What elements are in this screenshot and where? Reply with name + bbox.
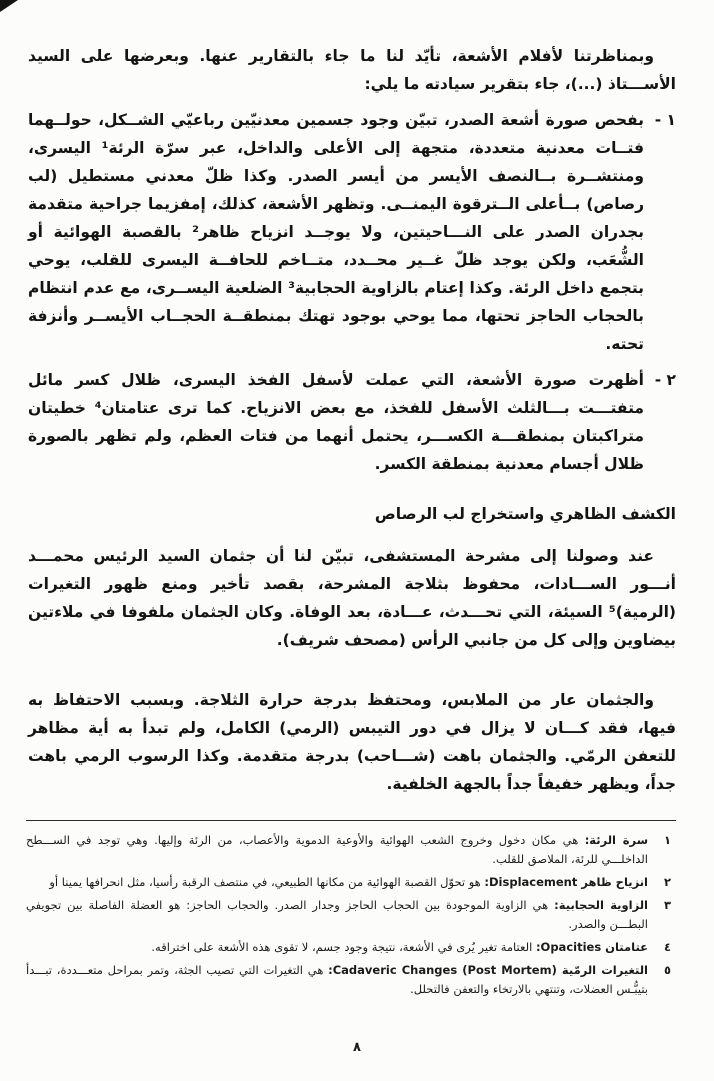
scan-corner-artifact [0,0,18,12]
section-heading: الكشف الظاهري واستخراج لب الرصاص [374,505,676,523]
footnote-5-term: التغيرات الرمّية Cadaveric Changes (Post Mortem): [328,963,648,977]
footnote-1 [26,831,676,869]
footnote-3-text: هي الزاوية الموجودة بين الحجاب الحاجز وجدار الصدر. والحجاب الحاجز: هو العضلة الفاصلة بين تجويفي البطـــن والصدر. [26,898,648,931]
footnote-2-term: انزياح ظاهر Displacement: [484,875,648,889]
paragraph-body-condition: والجثمان عار من الملابس، ومحتفظ بدرجة حرارة الثلاجة. وبسبب الاحتفاظ به فيها، فقد كـــان لا يزال في دور التيبس (الرمي) الكامل، ولم تبدأ به أية مظاهر للتعفن الرمّي. والجثمان باهت (شـــاحب) بدرجة متقدمة. وكذا الرسوب الرمي باهت جداً، ويظهر خفيفاً جداً بالجهة الخلفية. [28,691,676,793]
footnotes-section [26,820,676,999]
footnote-4-number: ٤ [663,940,671,954]
footnote-1-text: هي مكان دخول وخروج الشعب الهوائية والأوعية الدموية والأعصاب، من الرئة وإليها. وهي توجد في الســـطح الداخلـــي للرئة، الملاصق للقلب. [26,833,648,866]
footnote-5-number: ٥ [663,963,671,977]
list-item-1-number: ١ - [654,111,676,129]
footnote-4-term: عتامتان Opacities: [535,940,648,954]
list-item-1-text: بفحص صورة أشعة الصدر، تبيّن وجود جسمين معدنيّين رباعيّي الشــكل، حولــهما فتــات معدنية متعددة، متجهة إلى الأعلى والداخل، عبر سرّة الرئة¹ اليسرى، ومنتشــرة بــالنصف الأيسر من أيسر الصدر. وكذا ظلّ معدني مستطيل (لب رصاص) بــأعلى الــترقوة اليمنــى. وتظهر الأشعة، كذلك، إمفزيما جراحية متقدمة بجدران الصدر على النـــاحيتين، ولا يوجــد انزياح ظاهر² بالقصبة الهوائية أو الشُّعَب، ولكن يوجد ظلّ غــير محــدد، متــاخم للحافــة اليسرى للقلب، يوحي بتجمع داخل الرئة. وكذا إعتام بالزاوية الحجابية³ الضلعية اليســرى، مع عدم انتظام بالحجاب الحاجز تحتها، مما يوحي بوجود تهتك بمنطقــة الحجــاب الأيســر وأنزفة تحته. [28,111,644,353]
footnote-3 [26,896,676,934]
footnote-1-term: سرة الرئة: [584,833,649,847]
page-body [28,42,676,798]
footnote-2-text: هو تحوّل القصبة الهوائية من مكانها الطبيعي، في منتصف الرقبة رأسيا، مثل انحرافها يمينا أو [49,875,481,889]
list-item-1 [28,106,676,358]
footnote-divider [26,820,676,821]
list-item-2 [28,366,676,478]
intro-paragraph: وبمناظرتنا لأفلام الأشعة، تأيّد لنا ما جاء بالتقارير عنها. وبعرضها على السيد الأســـتاذ (...)، جاء بتقرير سيادته ما يلي: [28,47,676,93]
footnote-5-text: هي التغيرات التي تصيب الجثة، وتمر بمراحل متعـــددة، تبـــدأ بتيبُّـس العضلات، وتنتهي بالارتخاء والتعفن فالتحلل. [26,963,648,996]
numbered-list [28,106,676,478]
footnote-2-number: ٢ [663,875,671,889]
footnote-4-text: العتامة تغير يُرى في الأشعة، نتيجة وجود جسم، لا تقوى هذه الأشعة على اختراقه. [151,940,533,954]
footnote-5 [26,961,676,999]
footnote-4 [26,938,676,957]
page-number: ٨ [353,1040,361,1055]
footnote-3-term: الزاوية الحجابية: [554,898,649,912]
list-item-2-text: أظهرت صورة الأشعة، التي عملت لأسفل الفخذ اليسرى، ظلال كسر مائل متفتـــت بـــالثلث الأسفل للفخذ، مع بعض الانزياح. كما ترى عتامتان⁴ خطيتان متراكبتان بمنطقـــة الكســـر، يحتمل أنهما من فتات العظم، ولم تظهر بالصورة ظلال أجسام معدنية بمنطقة الكسر. [28,371,644,473]
footnote-3-number: ٣ [663,898,671,912]
footnote-1-number: ١ [663,833,671,847]
list-item-2-number: ٢ - [654,371,676,389]
paragraph-morgue-arrival: عند وصولنا إلى مشرحة المستشفى، تبيّن لنا أن جثمان السيد الرئيس محمـــد أنـــور الســـادات، محفوظ بثلاجة المشرحة، بقصد تأخير ومنع ظهور التغيرات (الرمية)⁵ السيئة، التي تحـــدث، عـــادة، بعد الوفاة. وكان الجثمان ملفوفا في ملاءتين بيضاوين وإلى كل من جانبي الرأس (مصحف شريف). [28,547,676,649]
footnote-2 [26,873,676,892]
